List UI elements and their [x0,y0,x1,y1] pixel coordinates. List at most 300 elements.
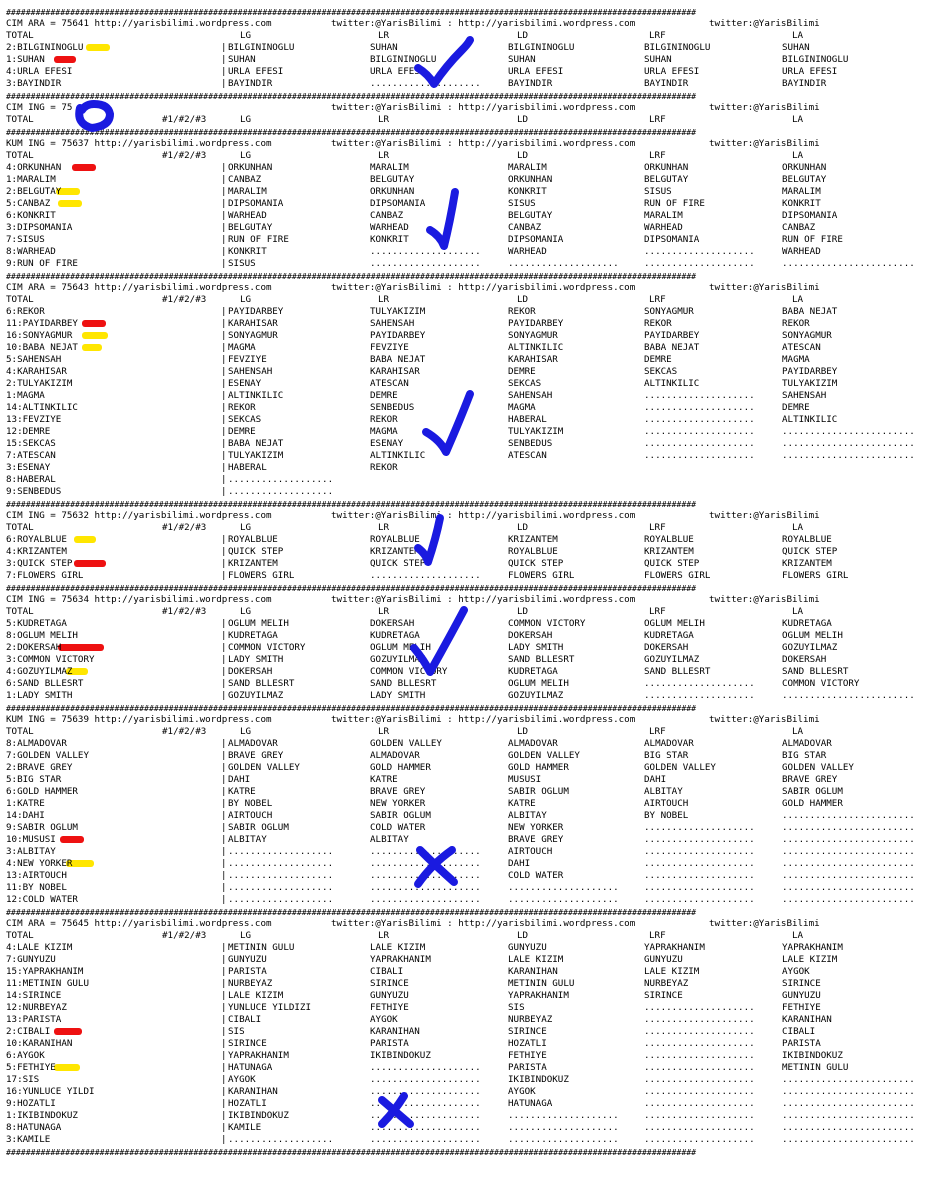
ranking-name: SAND BLLESRT [644,666,711,677]
horse-name: 5:CANBAZ [6,198,51,209]
horse-name: 1:LADY SMITH [6,690,73,701]
ranking-name: ESENAY [228,378,262,389]
empty-slot: ........................ [782,1086,915,1097]
ranking-name: AIRTOUCH [644,798,689,809]
ranking-name: KONKRIT [370,234,409,245]
separator: | [221,666,227,677]
ranking-name: NEW YORKER [370,798,426,809]
horse-name: 10:KARANIHAN [6,1038,73,1049]
ranking-name: SEKCAS [508,378,542,389]
ranking-name: ATESCAN [782,342,821,353]
horse-name: 7:GUNYUZU [6,954,56,965]
ranking-name: FLOWERS GIRL [228,570,295,581]
ranking-name: BRAVE GREY [370,786,426,797]
separator: | [221,1074,227,1085]
separator: | [221,378,227,389]
ranking-name: BILGININOGLU [508,42,575,53]
ranking-name: KARAHISAR [370,366,420,377]
ranking-name: BRAVE GREY [782,774,838,785]
red-highlight [82,320,106,327]
ranking-name: ALMADOVAR [370,750,420,761]
ranking-name: KRIZANTEM [228,558,278,569]
ranking-name: SONYAGMUR [228,330,278,341]
ranking-name: GUNYUZU [228,954,267,965]
ranking-name: PARISTA [228,966,267,977]
empty-slot: .................... [370,1134,481,1145]
empty-slot: .................... [644,1098,755,1109]
ranking-name: SISUS [228,258,256,269]
ranking-name: ROYALBLUE [782,534,832,545]
separator: | [221,630,227,641]
horse-name: 14:ALTINKILIC [6,402,78,413]
ranking-name: NEW YORKER [508,822,564,833]
ranking-name: BAYINDIR [508,78,553,89]
ranking-name: METININ GULU [228,942,295,953]
separator: | [221,78,227,89]
col-ld: LD [517,606,529,617]
empty-slot: .................... [370,1074,481,1085]
separator: | [221,162,227,173]
empty-slot: ........................ [782,1110,915,1121]
ranking-name: MARALIM [782,186,821,197]
ranking-name: GOLD HAMMER [370,762,431,773]
ranking-name: DIPSOMANIA [644,234,700,245]
ranking-name: KUDRETAGA [782,618,832,629]
col-lrf: LRF [649,522,666,533]
separator: | [221,822,227,833]
empty-slot: ................... [228,870,334,881]
ranking-name: ALBITAY [644,786,683,797]
ranking-name: KARANIHAN [782,1014,832,1025]
horse-name: 7:FLOWERS GIRL [6,570,84,581]
ranking-name: ALTINKILIC [782,414,838,425]
ranking-name: GOLDEN VALLEY [644,762,716,773]
col-lg: LG [240,150,252,161]
horse-name: 14:DAHI [6,810,45,821]
ranking-name: DEMRE [644,354,672,365]
empty-slot: .................... [644,858,755,869]
separator: | [221,834,227,845]
ranking-name: KUDRETAGA [228,630,278,641]
ranking-name: SIRINCE [370,978,409,989]
race-title: CIM ARA = 75645 http://yarisbilimi.wordpress.com [6,918,272,929]
empty-slot: ................... [228,846,334,857]
ranking-name: URLA EFESI [644,66,700,77]
separator: | [221,1002,227,1013]
separator: | [221,810,227,821]
race-title: CIM ING = 75632 http://yarisbilimi.wordpress.com [6,510,272,521]
col-lrf: LRF [649,606,666,617]
col-places: #1/#2/#3 [162,522,207,533]
twitter-handle: twitter:@YarisBilimi [709,282,820,293]
race-title: CIM ING = 75 [6,102,73,113]
col-lr: LR [378,294,390,305]
separator: | [221,390,227,401]
separator: | [221,1050,227,1061]
ranking-name: QUICK STEP [782,546,838,557]
ranking-name: TULYAKIZIM [508,426,564,437]
ranking-name: SAHENSAH [782,390,827,401]
ranking-name: ALBITAY [370,834,409,845]
twitter-link: twitter:@YarisBilimi : http://yarisbilimi.wordpress.com [331,18,636,29]
empty-slot: .................... [644,1014,755,1025]
ranking-name: GUNYUZU [508,942,547,953]
ranking-name: REKOR [370,414,398,425]
ranking-name: BELGUTAY [782,174,827,185]
horse-name: 15:YAPRAKHANIM [6,966,84,977]
horse-name: 6:GOLD HAMMER [6,786,78,797]
col-ld: LD [517,726,529,737]
ranking-name: REKOR [782,318,810,329]
ranking-name: FETHIYE [370,1002,409,1013]
ranking-name: DOKERSAH [370,618,415,629]
separator: | [221,858,227,869]
horse-name: 6:ROYALBLUE [6,534,67,545]
ranking-name: REKOR [644,318,672,329]
ranking-name: COMMON VICTORY [228,642,306,653]
col-lg: LG [240,294,252,305]
ranking-name: NURBEYAZ [508,1014,553,1025]
empty-slot: .................... [370,1122,481,1133]
ranking-name: DAHI [508,858,531,869]
ranking-name: SIRINCE [228,1038,267,1049]
separator: | [221,234,227,245]
ranking-name: HABERAL [508,414,547,425]
col-ld: LD [517,930,529,941]
col-lrf: LRF [649,150,666,161]
separator: | [221,246,227,257]
empty-slot: .................... [644,450,755,461]
yellow-highlight [74,536,96,543]
horse-name: 13:PARISTA [6,1014,62,1025]
ranking-name: WARHEAD [508,246,547,257]
separator: | [221,1038,227,1049]
ranking-name: BY NOBEL [644,810,689,821]
empty-slot: .................... [644,678,755,689]
horse-name: 4:LALE KIZIM [6,942,73,953]
twitter-handle: twitter:@YarisBilimi [709,594,820,605]
ranking-name: PAYIDARBEY [644,330,700,341]
horse-name: 1:MARALIM [6,174,56,185]
ranking-name: ORKUNHAN [644,162,689,173]
ranking-name: SISUS [508,198,536,209]
col-total: TOTAL [6,150,34,161]
horse-name: 3:ALBITAY [6,846,56,857]
horse-name: 11:PAYIDARBEY [6,318,78,329]
ranking-name: COMMON VICTORY [370,666,448,677]
horse-name: 13:AIRTOUCH [6,870,67,881]
separator: | [221,186,227,197]
ranking-name: KATRE [228,786,256,797]
ranking-name: HATUNAGA [228,1062,273,1073]
horse-name: 12:DEMRE [6,426,51,437]
ranking-name: SAND BLLESRT [508,654,575,665]
twitter-handle: twitter:@YarisBilimi [709,102,820,113]
empty-slot: ........................ [782,1098,915,1109]
ranking-name: HATUNAGA [508,1098,553,1109]
red-highlight [54,1028,82,1035]
col-total: TOTAL [6,294,34,305]
col-la: LA [792,522,804,533]
twitter-link: twitter:@YarisBilimi : http://yarisbilimi.wordpress.com [331,282,636,293]
ranking-name: GOLD HAMMER [508,762,569,773]
ranking-name: SIS [228,1026,245,1037]
ranking-name: AYGOK [370,1014,398,1025]
col-total: TOTAL [6,114,34,125]
col-ld: LD [517,150,529,161]
ranking-name: TULYAKIZIM [370,306,426,317]
ranking-name: SIS [508,1002,525,1013]
col-places: #1/#2/#3 [162,114,207,125]
yellow-highlight [82,344,102,351]
separator: | [221,210,227,221]
col-lrf: LRF [649,726,666,737]
ranking-name: SONYAGMUR [782,330,832,341]
separator: | [221,1122,227,1133]
ranking-name: IKIBINDOKUZ [228,1110,289,1121]
twitter-handle: twitter:@YarisBilimi [709,714,820,725]
ranking-name: ORKUNHAN [370,186,415,197]
ranking-name: PAYIDARBEY [228,306,284,317]
separator: | [221,1134,227,1145]
ranking-name: IKIBINDOKUZ [370,1050,431,1061]
separator: | [221,462,227,473]
ranking-name: ALTINKILIC [370,450,426,461]
separator: | [221,1014,227,1025]
horse-name: 4:URLA EFESI [6,66,73,77]
ranking-name: SENBEDUS [370,402,415,413]
separator: | [221,786,227,797]
empty-slot: .................... [644,414,755,425]
empty-slot: .................... [644,1038,755,1049]
separator: | [221,570,227,581]
twitter-link: twitter:@YarisBilimi : http://yarisbilimi.wordpress.com [331,714,636,725]
ranking-name: MAGMA [508,402,536,413]
empty-slot: ........................ [782,846,915,857]
empty-slot: .................... [508,894,619,905]
empty-slot: .................... [644,894,755,905]
ranking-name: ALMADOVAR [228,738,278,749]
ranking-name: KONKRIT [508,186,547,197]
horse-name: 5:SAHENSAH [6,354,62,365]
empty-slot: ........................ [782,438,915,449]
ranking-name: BY NOBEL [228,798,273,809]
ranking-name: RUN OF FIRE [782,234,843,245]
ranking-name: ORKUNHAN [782,162,827,173]
ranking-name: DAHI [644,774,667,785]
empty-slot: .................... [644,390,755,401]
empty-slot: .................... [370,894,481,905]
empty-slot: ........................ [782,882,915,893]
ranking-name: ROYALBLUE [508,546,558,557]
ranking-name: OGLUM MELIH [782,630,843,641]
separator: | [221,870,227,881]
empty-slot: ................... [228,474,334,485]
col-lr: LR [378,522,390,533]
ranking-name: QUICK STEP [508,558,564,569]
col-lr: LR [378,30,390,41]
ranking-name: GOLD HAMMER [782,798,843,809]
col-la: LA [792,30,804,41]
col-total: TOTAL [6,726,34,737]
ranking-name: BRAVE GREY [508,834,564,845]
col-la: LA [792,114,804,125]
horse-name: 8:WARHEAD [6,246,56,257]
ranking-name: DOKERSAH [508,630,553,641]
empty-slot: .................... [644,846,755,857]
col-lg: LG [240,930,252,941]
horse-name: 2:DOKERSAH [6,642,62,653]
horse-name: 6:REKOR [6,306,45,317]
ranking-name: SAHENSAH [228,366,273,377]
ranking-name: MARALIM [508,162,547,173]
empty-slot: ........................ [782,1134,915,1145]
horse-name: 11:BY NOBEL [6,882,67,893]
col-places: #1/#2/#3 [162,726,207,737]
separator: | [221,942,227,953]
horse-name: 4:GOZUYILMAZ [6,666,73,677]
ranking-name: GOZUYILMAZ [228,690,284,701]
col-ld: LD [517,30,529,41]
ranking-name: URLA EFESI [370,66,426,77]
ranking-name: YAPRAKHANIM [370,954,431,965]
empty-slot: .................... [644,1050,755,1061]
ranking-name: KONKRIT [228,246,267,257]
empty-slot: .................... [644,834,755,845]
separator: | [221,318,227,329]
ranking-name: BELGUTAY [644,174,689,185]
ranking-name: NURBEYAZ [644,978,689,989]
col-lr: LR [378,726,390,737]
empty-slot: ........................ [782,690,915,701]
col-lg: LG [240,606,252,617]
ranking-name: CANBAZ [782,222,816,233]
yellow-highlight [54,1064,80,1071]
yellow-highlight [86,44,110,51]
separator: | [221,654,227,665]
ranking-name: SUHAN [782,42,810,53]
empty-slot: .................... [644,882,755,893]
horse-name: 5:KUDRETAGA [6,618,67,629]
ranking-name: KRIZANTEM [644,546,694,557]
empty-slot: ........................ [782,1074,915,1085]
horse-name: 3:COMMON VICTORY [6,654,95,665]
separator: | [221,1062,227,1073]
empty-slot: ........................ [782,822,915,833]
ranking-name: PARISTA [508,1062,547,1073]
ranking-name: KARAHISAR [228,318,278,329]
horse-name: 14:SIRINCE [6,990,62,1001]
separator: | [221,1026,227,1037]
empty-slot: .................... [370,246,481,257]
ranking-name: DIPSOMANIA [370,198,426,209]
ranking-name: GOZUYILMAZ [508,690,564,701]
ranking-name: HOZATLI [228,1098,267,1109]
twitter-handle: twitter:@YarisBilimi [709,138,820,149]
ranking-name: YAPRAKHANIM [644,942,705,953]
ranking-name: SAHENSAH [370,318,415,329]
col-total: TOTAL [6,522,34,533]
empty-slot: .................... [644,258,755,269]
horse-name: 13:FEVZIYE [6,414,62,425]
ranking-name: SAHENSAH [508,390,553,401]
ranking-name: BABA NEJAT [370,354,426,365]
horse-name: 4:KARAHISAR [6,366,67,377]
separator: | [221,1110,227,1121]
empty-slot: .................... [644,1026,755,1037]
horse-name: 10:MUSUSI [6,834,56,845]
ranking-name: WARHEAD [228,210,267,221]
empty-slot: ................... [228,486,334,497]
ranking-name: SABIR OGLUM [228,822,289,833]
ranking-name: ORKUNHAN [508,174,553,185]
ranking-name: MAGMA [782,354,810,365]
separator: | [221,354,227,365]
twitter-link: twitter:@YarisBilimi : http://yarisbilimi.wordpress.com [331,138,636,149]
empty-slot: .................... [644,1074,755,1085]
ranking-name: COMMON VICTORY [782,678,860,689]
ranking-name: BIG STAR [644,750,689,761]
ranking-name: MARALIM [370,162,409,173]
ranking-name: MAGMA [228,342,256,353]
ranking-name: COLD WATER [370,822,426,833]
ranking-name: KUDRETAGA [644,630,694,641]
separator: | [221,402,227,413]
separator: | [221,222,227,233]
ranking-name: BELGUTAY [508,210,553,221]
race-title: CIM ING = 75634 http://yarisbilimi.wordpress.com [6,594,272,605]
col-lr: LR [378,606,390,617]
separator: | [221,618,227,629]
ranking-name: SUHAN [228,54,256,65]
ranking-name: KRIZANTEM [782,558,832,569]
ranking-name: REKOR [370,462,398,473]
ranking-name: BAYINDIR [644,78,689,89]
ranking-name: GUNYUZU [644,954,683,965]
ranking-name: MARALIM [644,210,683,221]
ranking-name: METININ GULU [508,978,575,989]
horse-name: 3:DIPSOMANIA [6,222,73,233]
race-title: CIM ARA = 75643 http://yarisbilimi.wordpress.com [6,282,272,293]
empty-slot: .................... [508,258,619,269]
ranking-name: YAPRAKHANIM [228,1050,289,1061]
empty-slot: .................... [644,1110,755,1121]
ranking-name: SONYAGMUR [508,330,558,341]
horse-name: 3:QUICK STEP [6,558,73,569]
red-highlight [58,644,104,651]
ranking-name: GOZUYILMAZ [782,642,838,653]
ranking-name: BILGININOGLU [782,54,849,65]
ranking-name: AYGOK [782,966,810,977]
ranking-name: ALBITAY [228,834,267,845]
ranking-name: SUHAN [644,54,672,65]
col-la: LA [792,606,804,617]
empty-slot: .................... [644,438,755,449]
ranking-name: MUSUSI [508,774,542,785]
empty-slot: .................... [644,1002,755,1013]
ranking-name: SIRINCE [508,1026,547,1037]
separator: | [221,330,227,341]
horse-name: 8:OGLUM MELIH [6,630,78,641]
ranking-name: BELGUTAY [370,174,415,185]
ranking-name: CANBAZ [508,222,542,233]
ranking-name: HABERAL [228,462,267,473]
horse-name: 9:RUN OF FIRE [6,258,78,269]
ranking-name: QUICK STEP [370,558,426,569]
horse-name: 16:YUNLUCE YILDI [6,1086,95,1097]
horse-name: 3:KAMILE [6,1134,51,1145]
ranking-name: KARAHISAR [508,354,558,365]
